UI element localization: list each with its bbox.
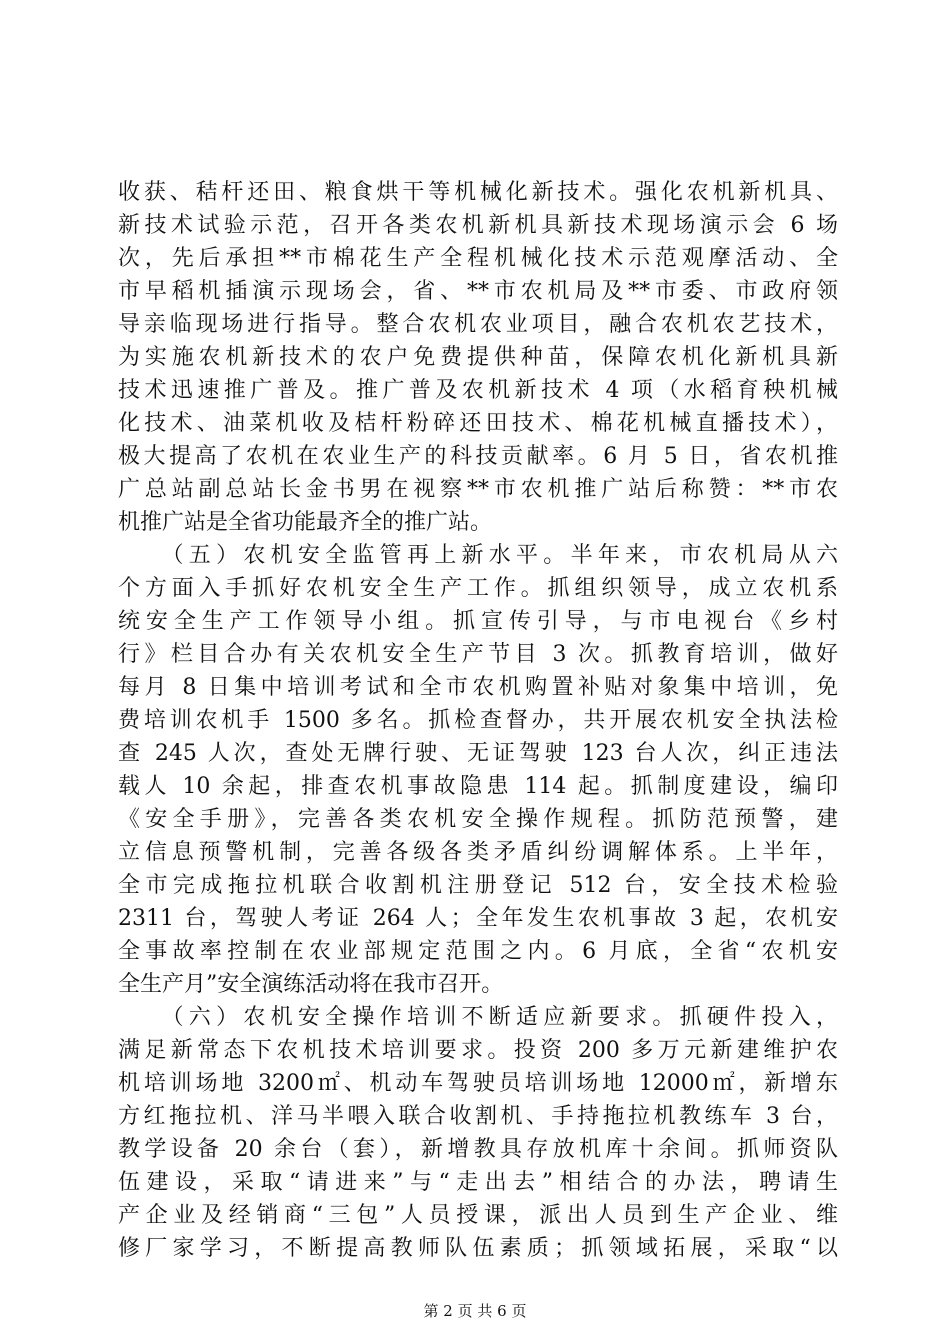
body-text-line: 载人 10 余起，排查农机事故隐患 114 起。抓制度建设，编印 bbox=[118, 774, 838, 799]
body-text-line: 全事故率控制在农业部规定范围之内。6 月底，全省“农机安 bbox=[118, 939, 838, 964]
body-text-line: 极大提高了农机在农业生产的科技贡献率。6 月 5 日，省农机推 bbox=[118, 444, 838, 469]
body-text-line: 立信息预警机制，完善各级各类矛盾纠纷调解体系。上半年， bbox=[118, 840, 838, 865]
body-text-line: 技术迅速推广普及。推广普及农机新技术 4 项（水稻育秧机械 bbox=[118, 378, 838, 403]
body-text-line: 《安全手册》，完善各类农机安全操作规程。抓防范预警，建 bbox=[118, 807, 838, 832]
body-text-line: （六）农机安全操作培训不断适应新要求。抓硬件投入， bbox=[118, 1005, 838, 1030]
body-text-line: 统安全生产工作领导小组。抓宣传引导，与市电视台《乡村 bbox=[118, 609, 838, 634]
body-text-line: 机培训场地 3200㎡、机动车驾驶员培训场地 12000㎡，新增东 bbox=[118, 1071, 838, 1096]
body-text-line: 每月 8 日集中培训考试和全市农机购置补贴对象集中培训，免 bbox=[118, 675, 838, 700]
body-text-line: 导亲临现场进行指导。整合农机农业项目，融合农机农艺技术， bbox=[118, 312, 838, 337]
document-body bbox=[118, 176, 838, 1265]
body-text-line: 次，先后承担**市棉花生产全程机械化技术示范观摩活动、全 bbox=[118, 246, 838, 271]
body-text-line: 费培训农机手 1500 多名。抓检查督办，共开展农机安全执法检 bbox=[118, 708, 838, 733]
body-text-line: 化技术、油菜机收及桔杆粉碎还田技术、棉花机械直播技术）， bbox=[118, 411, 838, 436]
body-text-line: 修厂家学习，不断提高教师队伍素质；抓领域拓展，采取“以 bbox=[118, 1236, 838, 1261]
page-footer: 第 2 页 共 6 页 bbox=[423, 1302, 527, 1320]
body-text-line: 2311 台，驾驶人考证 264 人；全年发生农机事故 3 起，农机安 bbox=[118, 906, 838, 931]
body-text-line: 市早稻机插演示现场会，省、**市农机局及**市委、市政府领 bbox=[118, 279, 838, 304]
body-text-line: 新技术试验示范，召开各类农机新机具新技术现场演示会 6 场 bbox=[118, 213, 838, 238]
body-text-line: 伍建设，采取“请进来”与“走出去”相结合的办法，聘请生 bbox=[118, 1170, 838, 1195]
body-text-line: 个方面入手抓好农机安全生产工作。抓组织领导，成立农机系 bbox=[118, 576, 838, 601]
body-text-line: 收获、秸杆还田、粮食烘干等机械化新技术。强化农机新机具、 bbox=[118, 180, 838, 205]
body-text-line: 机推广站是全省功能最齐全的推广站。 bbox=[118, 510, 493, 535]
body-text-line: 方红拖拉机、洋马半喂入联合收割机、手持拖拉机教练车 3 台， bbox=[118, 1104, 838, 1129]
body-text-line: 全生产月”安全演练活动将在我市召开。 bbox=[118, 972, 504, 997]
body-text-line: 为实施农机新技术的农户免费提供种苗，保障农机化新机具新 bbox=[118, 345, 838, 370]
body-text-line: 广总站副总站长金书男在视察**市农机推广站后称赞：**市农 bbox=[118, 477, 838, 502]
body-text-line: 行》栏目合办有关农机安全生产节目 3 次。抓教育培训，做好 bbox=[118, 642, 838, 667]
body-text-line: 教学设备 20 余台（套），新增教具存放机库十余间。抓师资队 bbox=[118, 1137, 838, 1162]
body-text-line: 满足新常态下农机技术培训要求。投资 200 多万元新建维护农 bbox=[118, 1038, 838, 1063]
body-text-line: 全市完成拖拉机联合收割机注册登记 512 台，安全技术检验 bbox=[118, 873, 838, 898]
body-text-line: 产企业及经销商“三包”人员授课，派出人员到生产企业、维 bbox=[118, 1203, 838, 1228]
body-text-line: 查 245 人次，查处无牌行驶、无证驾驶 123 台人次，纠正违法 bbox=[118, 741, 838, 766]
body-text-line: （五）农机安全监管再上新水平。半年来，市农机局从六 bbox=[118, 543, 838, 568]
